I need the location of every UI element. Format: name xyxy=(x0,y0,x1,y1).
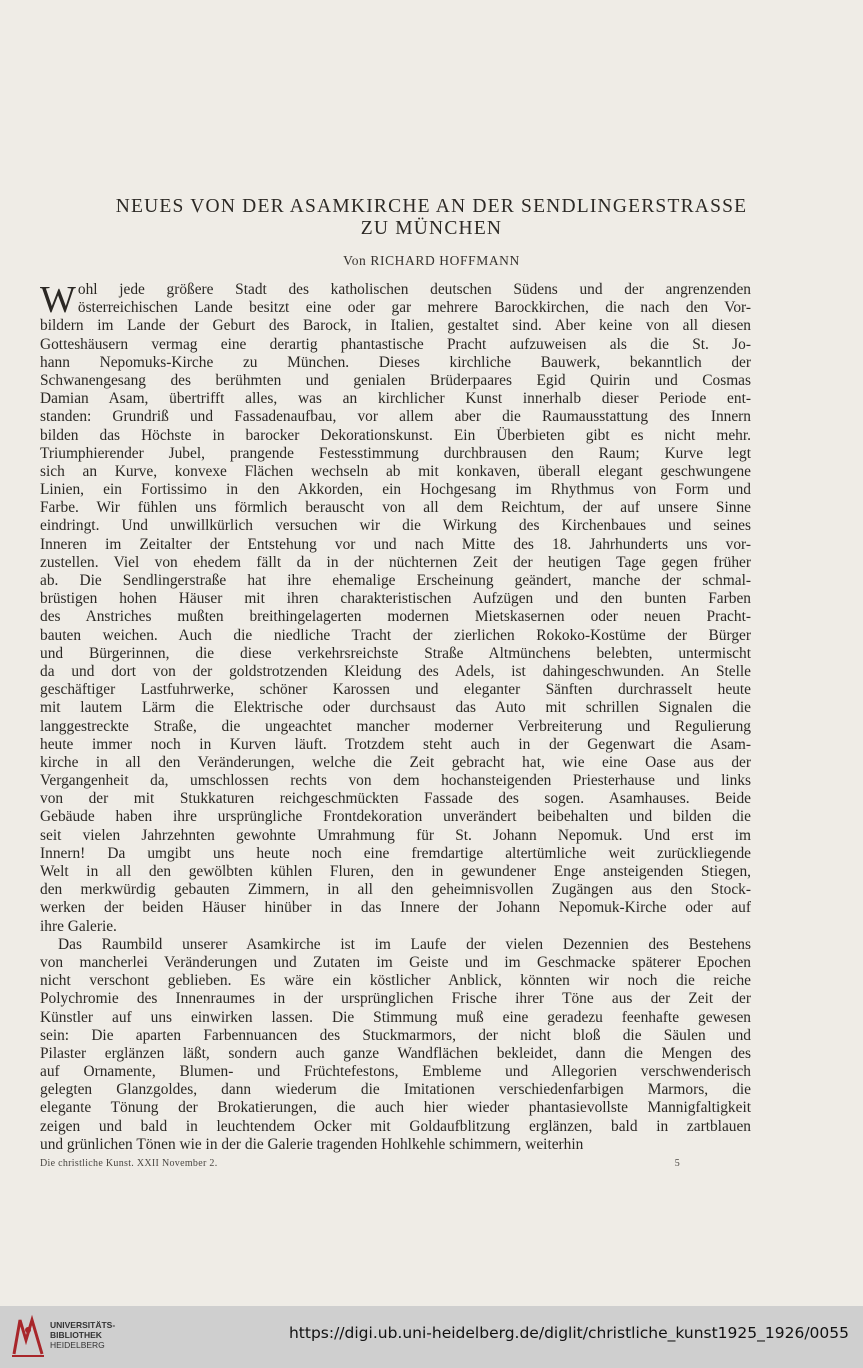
drop-cap: W xyxy=(40,279,76,321)
text-line: elegante Tönung der Brokatierungen, die auch hier wieder phantasievollste Mannigfaltigkeit xyxy=(40,1099,751,1117)
text-line: Innern! Da umgibt uns heute noch eine fremdartige altertümliche weit zurückliegende xyxy=(40,844,751,862)
text-line: Damian Asam, übertrifft alles, was an kirchlicher Kunst innerhalb dieser Periode ent- xyxy=(40,390,751,408)
text-line: langgestreckte Straße, die ungeachtet mancher moderner Verbreiterung und Regulierung xyxy=(40,717,751,735)
text-line: von der mit Stukkaturen reichgeschmückten Fassade des sogen. Asamhauses. Beide xyxy=(40,790,751,808)
logo-line-1: UNIVERSITÄTS- xyxy=(50,1320,116,1330)
text-line: von mancherlei Veränderungen und Zutaten im Geiste und im Geschmacke späterer Epochen xyxy=(40,953,751,971)
page-footer xyxy=(40,1158,680,1169)
library-logo-text xyxy=(50,1320,115,1350)
text-line: ohl jede größere Stadt des katholischen deutschen Südens und der angrenzenden xyxy=(77,281,751,298)
article-title-line-1: NEUES VON DER ASAMKIRCHE AN DER SENDLINGERSTRASSE xyxy=(115,196,748,217)
page-number: 5 xyxy=(674,1158,680,1169)
text-line: mit lautem Lärm die Elektrische oder durchsaust das Auto mit schrillen Signalen die xyxy=(40,699,751,717)
text-line: ihre Galerie. xyxy=(40,917,117,935)
text-line: kirche in all den Veränderungen, welche die Zeit gebracht hat, wie eine Oase aus der xyxy=(40,753,751,771)
text-line: und Bürgerinnen, die diese verkehrsreichste Straße Altmünchens belebten, untermischt xyxy=(40,644,751,662)
text-line: des Anstriches mußten breithingelagerten modernen Mietskasernen oder neuen Pracht- xyxy=(40,608,751,626)
article-body xyxy=(40,281,751,1154)
text-line: ab. Die Sendlingerstraße hat ihre ehemalige Erscheinung geändert, manche der schmal- xyxy=(40,572,751,589)
university-seal-icon[interactable] xyxy=(8,1314,48,1360)
text-line: sich an Kurve, konvexe Flächen wechseln ab mit konkaven, überall elegant geschwungene xyxy=(40,462,751,480)
logo-line-3: HEIDELBERG xyxy=(50,1340,105,1350)
logo-line-2: BIBLIOTHEK xyxy=(50,1330,102,1340)
text-line: da und dort von der goldstrotzenden Kleidung des Adels, ist dahingeschwunden. An Stelle xyxy=(40,662,751,680)
text-line: gelegten Glanzgoldes, dann wiederum die Imitationen verschiedenfarbigen Marmors, die xyxy=(40,1081,751,1099)
text-line: Polychromie des Innenraumes in der ursprünglichen Frische ihrer Töne aus der Zeit der xyxy=(40,990,751,1008)
text-line: Das Raumbild unserer Asamkirche ist im Laufe der vielen Dezennien des Bestehens xyxy=(58,935,751,953)
text-line: heute immer noch in Kurven läuft. Trotzdem steht auch in der Gegenwart die Asam- xyxy=(40,735,751,753)
text-line: geschäftiger Lastfuhrwerke, schöner Karossen und eleganter Sänften durchrasselt heute xyxy=(40,681,751,699)
text-line: Inneren im Zeitalter der Entstehung vor und nach Mitte des 18. Jahrhunderts uns vor- xyxy=(40,535,751,553)
text-line: nicht verschont geblieben. Es wäre ein köstlicher Anblick, könnten wir noch die reiche xyxy=(40,972,751,990)
text-line: bilden das Höchste in barocker Dekorationskunst. Ein Überbieten gibt es nicht mehr. xyxy=(40,426,751,444)
text-line: werken der beiden Häuser hinüber in das Innere der Johann Nepomuk-Kirche oder auf xyxy=(40,899,751,917)
text-line: und grünlichen Tönen wie in der die Galerie tragenden Hohlkehle schimmern, weiterhin xyxy=(40,1135,584,1153)
text-line: sein: Die aparten Farbennuancen des Stuckmarmors, der nicht bloß die Säulen und xyxy=(40,1026,751,1044)
text-line: brüstigen hohen Häuser mit ihren charakteristischen Aufzügen und den bunten Farben xyxy=(40,590,751,608)
text-line: Pilaster erglänzen läßt, sondern auch ganze Wandflächen bekleidet, dann die Mengen des xyxy=(40,1044,751,1062)
text-line: hann Nepomuks-Kirche zu München. Dieses kirchliche Bauwerk, bekanntlich der xyxy=(40,353,751,371)
text-line: Künstler auf uns einwirken lassen. Die Stimmung muß eine geradezu feenhafte gewesen xyxy=(40,1008,751,1026)
text-line: Welt in all den gewölbten kühlen Fluren, den in gewundener Enge ansteigenden Stiegen, xyxy=(40,863,751,880)
article-byline: Von RICHARD HOFFMANN xyxy=(343,253,520,268)
footer-journal: Die christliche Kunst. XXII November 2. xyxy=(40,1158,218,1169)
text-line: bildern im Lande der Geburt des Barock, in Italien, gestaltet sind. Aber keine von all diesen xyxy=(40,317,751,335)
text-line: Triumphierender Jubel, prangende Festesstimmung durchbrausen den Raum; Kurve legt xyxy=(40,444,751,462)
text-line: seit vielen Jahrzehnten gewohnte Umrahmung für St. Johann Nepomuk. Und erst im xyxy=(40,826,751,844)
text-line: Schwanengesang des berühmten und genialen Brüderpaares Egid Quirin und Cosmas xyxy=(40,371,751,389)
text-line: Farbe. Wir fühlen uns förmlich berauscht von all dem Reichtum, der auf unsere Sinne xyxy=(40,499,751,517)
text-line: eindringt. Und unwillkürlich versuchen wir die Wirkung des Kirchenbaues und seines xyxy=(40,517,751,535)
text-line: österreichischen Lande besitzt eine oder gar mehrere Barockkirchen, die nach den Vor- xyxy=(77,299,751,317)
text-line: zustellen. Viel von ehedem fällt da in der nüchternen Zeit der heutigen Tage gegen früher xyxy=(40,553,751,571)
article-title-line-2: ZU MÜNCHEN xyxy=(360,218,503,239)
text-line: Vergangenheit da, umschlossen rechts von dem hochansteigenden Priesterhause und links xyxy=(40,772,751,790)
viewer-bottom-bar xyxy=(0,1306,863,1368)
text-line: den merkwürdig gebauten Zimmern, in all den geheimnisvollen Zugängen aus den Stock- xyxy=(40,881,751,899)
text-line: auf Ornamente, Blumen- und Früchtefestons, Embleme und Allegorien verschwenderisch xyxy=(40,1063,751,1081)
text-line: standen: Grundriß und Fassadenaufbau, vor allem aber die Raumausstattung des Innern xyxy=(40,408,751,426)
article-title xyxy=(30,196,833,240)
document-url[interactable]: https://digi.ub.uni-heidelberg.de/diglit/christliche_kunst1925_1926/0055 xyxy=(288,1324,849,1342)
text-line: Gebäude haben ihre ursprüngliche Frontdekoration unverändert beibehalten und bilden die xyxy=(40,808,751,826)
text-line: Linien, ein Fortissimo in den Akkorden, ein Hochgesang im Rhythmus von Form und xyxy=(40,481,751,499)
text-line: Gotteshäusern vermag eine derartig phantastische Pracht aufzuweisen als die St. Jo- xyxy=(40,335,751,353)
text-line: bauten weichen. Auch die niedliche Tracht der zierlichen Rokoko-Kostüme der Bürger xyxy=(40,626,751,644)
text-line: zeigen und bald in leuchtendem Ocker mit Goldaufblitzung erglänzen, bald in zartblauen xyxy=(40,1117,751,1135)
